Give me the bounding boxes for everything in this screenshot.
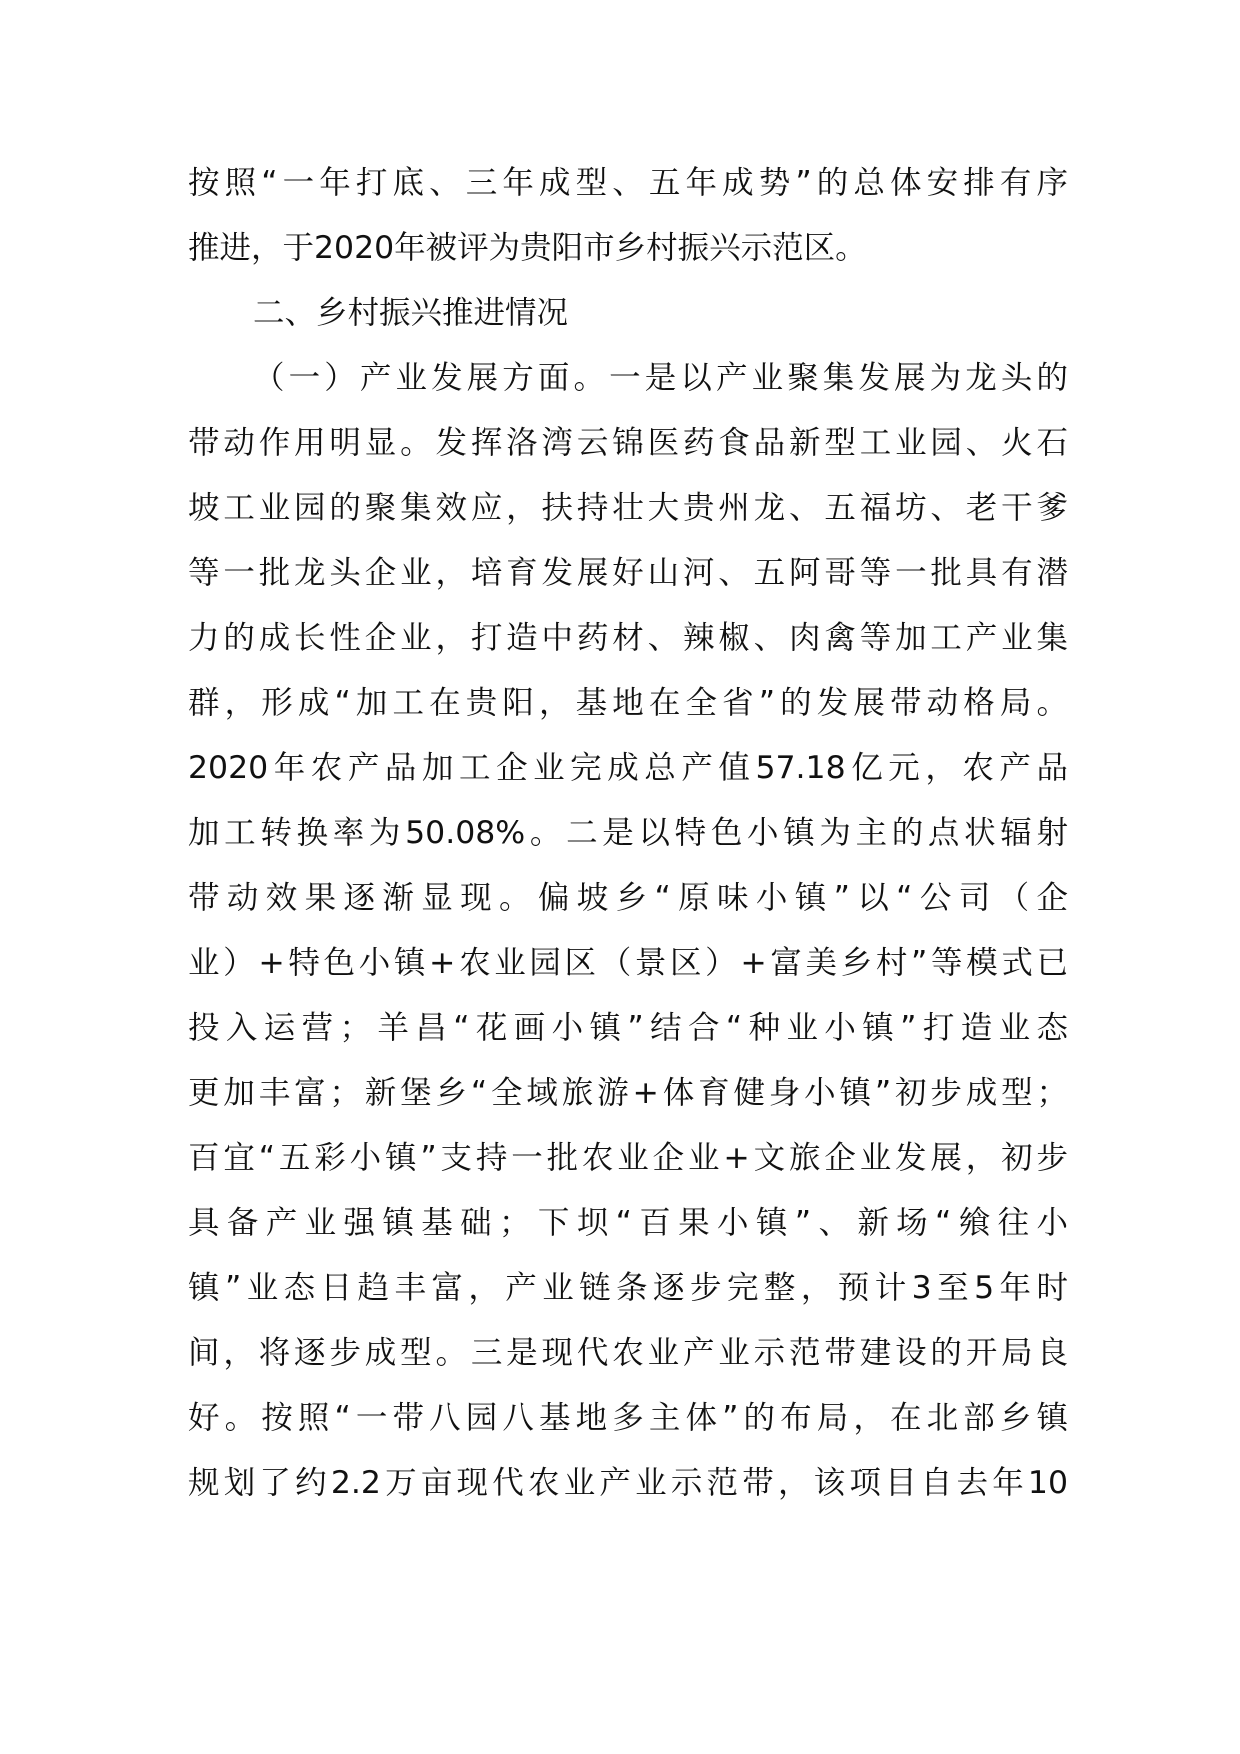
paragraph-line: 业）+特色小镇+农业园区（景区）+富美乡村”等模式已 <box>188 945 1068 981</box>
paragraph-line: 百宜“五彩小镇”支持一批农业企业+文旅企业发展，初步 <box>188 1140 1068 1176</box>
paragraph-line: 等一批龙头企业，培育发展好山河、五阿哥等一批具有潜 <box>188 555 1068 591</box>
paragraph-line: 加工转换率为50.08%。二是以特色小镇为主的点状辐射 <box>188 815 1068 851</box>
paragraph-line: 好。按照“一带八园八基地多主体”的布局，在北部乡镇 <box>188 1400 1068 1436</box>
paragraph-line: 2020年农产品加工企业完成总产值57.18亿元，农产品 <box>188 750 1068 786</box>
section-heading: 二、乡村振兴推进情况 <box>253 295 569 331</box>
paragraph-line: 按照“一年打底、三年成型、五年成势”的总体安排有序 <box>188 165 1068 201</box>
paragraph-line: 镇”业态日趋丰富，产业链条逐步完整，预计3至5年时 <box>188 1270 1068 1306</box>
paragraph-line: （一）产业发展方面。一是以产业聚集发展为龙头的 <box>253 360 1068 396</box>
paragraph-line: 坡工业园的聚集效应，扶持壮大贵州龙、五福坊、老干爹 <box>188 490 1068 526</box>
paragraph-line: 群，形成“加工在贵阳，基地在全省”的发展带动格局。 <box>188 685 1068 721</box>
paragraph-line: 推进，于2020年被评为贵阳市乡村振兴示范区。 <box>188 230 867 266</box>
paragraph-line: 间，将逐步成型。三是现代农业产业示范带建设的开局良 <box>188 1335 1068 1371</box>
paragraph-line: 投入运营；羊昌“花画小镇”结合“种业小镇”打造业态 <box>188 1010 1068 1046</box>
paragraph-line: 力的成长性企业，打造中药材、辣椒、肉禽等加工产业集 <box>188 620 1068 656</box>
paragraph-line: 规划了约2.2万亩现代农业产业示范带，该项目自去年10 <box>188 1465 1068 1501</box>
paragraph-line: 带动效果逐渐显现。偏坡乡“原味小镇”以“公司（企 <box>188 880 1068 916</box>
paragraph-line: 具备产业强镇基础；下坝“百果小镇”、新场“飨往小 <box>188 1205 1068 1241</box>
paragraph-line: 更加丰富；新堡乡“全域旅游+体育健身小镇”初步成型； <box>188 1075 1068 1111</box>
paragraph-line: 带动作用明显。发挥洛湾云锦医药食品新型工业园、火石 <box>188 425 1068 461</box>
